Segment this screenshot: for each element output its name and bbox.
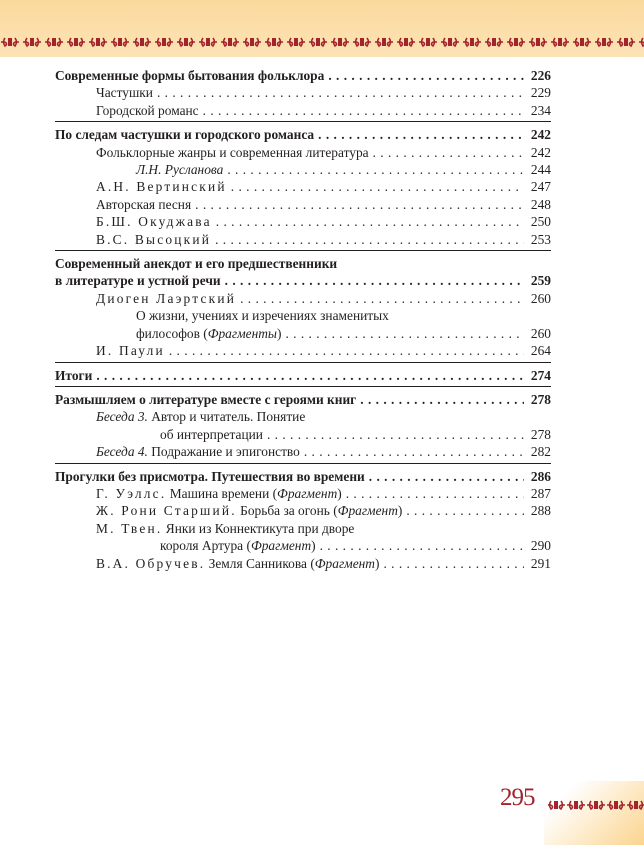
toc-section-time-travel	[55, 468, 551, 574]
toc-entry-title-line[interactable]: Беседа 3. Автор и читатель. Понятие	[96, 409, 306, 425]
toc-entry-title-line[interactable]: Современный анекдот и его предшественники	[55, 256, 338, 272]
page-number: 295	[500, 784, 535, 811]
toc-entry-title-line[interactable]: М. Твен. Янки из Коннектикута при дворе	[96, 520, 355, 536]
toc-entry[interactable]: Г. Уэллс. Машина времени (Фрагмент) . . . 287	[55, 485, 551, 502]
toc-entry[interactable]: По следам частушки и городского романса . . . 242	[55, 126, 551, 143]
toc-entry[interactable]: А.Н. Вертинский . . . 247	[55, 178, 551, 195]
toc-entry[interactable]: Фольклорные жанры и современная литература . . . 242	[55, 144, 551, 161]
toc-entry[interactable]: Прогулки без присмотра. Путешествия во времени . . . 286	[55, 468, 551, 485]
toc-entry[interactable]: И. Паули . . . 264	[55, 342, 551, 359]
toc-entry[interactable]: Ж. Рони Старший. Борьба за огонь (Фрагмент) . . . 288	[55, 502, 551, 519]
toc-entry[interactable]: Беседа 4. Подражание и эпигонство . . . 282	[55, 443, 551, 460]
toc-section-summary	[55, 367, 551, 387]
toc-section-anecdote	[55, 255, 551, 362]
table-of-contents	[55, 67, 551, 578]
toc-entry[interactable]: В.С. Высоцкий . . . 253	[55, 231, 551, 248]
toc-entry[interactable]: Итоги . . . 274	[55, 367, 551, 384]
toc-entry[interactable]: В.А. Обручев. Земля Санникова (Фрагмент) . . . 291	[55, 555, 551, 572]
toc-entry[interactable]: короля Артура (Фрагмент) . . . 290	[55, 537, 551, 554]
toc-section-reflection	[55, 391, 551, 464]
toc-entry[interactable]: Размышляем о литературе вместе с героями книг . . . 278	[55, 391, 551, 408]
toc-entry[interactable]: Частушки . . . 229	[55, 84, 551, 101]
toc-entry[interactable]: Современные формы бытования фольклора . . . 226	[55, 67, 551, 84]
top-ornament-border	[0, 35, 644, 49]
toc-section-folklore	[55, 67, 551, 122]
toc-entry[interactable]: Городской романс . . . 234	[55, 102, 551, 119]
bottom-ornament-border	[548, 798, 644, 812]
toc-entry[interactable]: Диоген Лаэртский . . . 260	[55, 290, 551, 307]
toc-entry[interactable]: Авторская песня . . . 248	[55, 196, 551, 213]
toc-entry-title-line[interactable]: О жизни, учениях и изречениях знаменитых	[136, 308, 389, 324]
toc-entry[interactable]: Л.Н. Русланова . . . 244	[55, 161, 551, 178]
toc-section-chastushka	[55, 126, 551, 251]
bottom-corner-band	[544, 781, 644, 845]
toc-entry[interactable]: об интерпретации . . . 278	[55, 426, 551, 443]
toc-entry[interactable]: Б.Ш. Окуджава . . . 250	[55, 213, 551, 230]
toc-entry[interactable]: в литературе и устной речи . . . 259	[55, 272, 551, 289]
toc-entry[interactable]: философов (Фрагменты) . . . 260	[55, 325, 551, 342]
